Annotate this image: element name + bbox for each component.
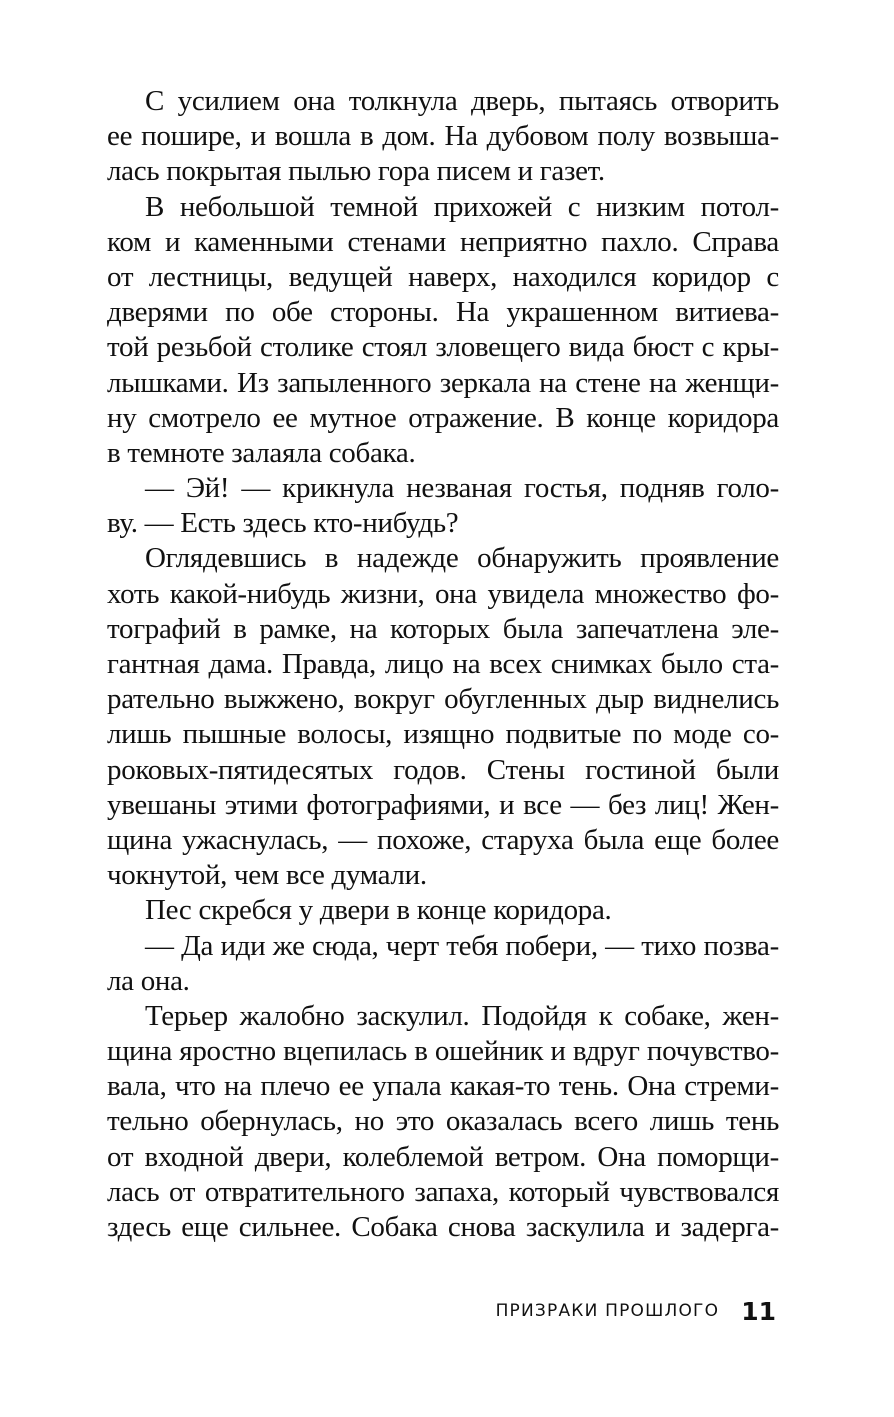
text-line: ком и каменными стенами неприятно пахло. Справа: [107, 225, 779, 258]
text-line: ее пошире, и вошла в дом. На дубовом полу возвыша-: [107, 120, 779, 153]
text-line: вала, что на плечо ее упала какая-то тень. Она стреми-: [107, 1070, 779, 1103]
text-line: Терьер жалобно заскулил. Подойдя к собаке, жен-: [145, 999, 779, 1032]
text-line: хоть какой-нибудь жизни, она увидела множество фо-: [107, 577, 779, 610]
text-line: рательно выжжено, вокруг обугленных дыр виднелись: [107, 683, 779, 716]
page-footer: [456, 1296, 776, 1326]
running-title: ПРИЗРАКИ ПРОШЛОГО: [495, 1301, 720, 1321]
text-line: гантная дама. Правда, лицо на всех снимках было ста-: [107, 648, 779, 680]
text-line: Оглядевшись в надежде обнаружить проявление: [145, 542, 779, 575]
text-line: — Да иди же сюда, черт тебя побери, — тихо позва-: [145, 929, 779, 962]
text-line: лишь пышные волосы, изящно подвитые по моде со-: [107, 718, 779, 751]
text-line: щина яростно вцепилась в ошейник и вдруг почувство-: [107, 1035, 779, 1068]
page-number: 11: [741, 1296, 776, 1326]
text-line: лышками. Из запыленного зеркала на стене на женщи-: [107, 366, 779, 399]
text-line: С усилием она толкнула дверь, пытаясь отворить: [145, 85, 779, 117]
text-line: той резьбой столике стоял зловещего вида бюст с кры-: [107, 331, 779, 364]
text-line: лась от отвратительного запаха, который чувствовался: [107, 1175, 779, 1208]
text-line: в темноте залаяла собака.: [107, 436, 416, 469]
text-line: увешаны этими фотографиями, и все — без лиц! Жен-: [107, 788, 779, 821]
text-line: ну смотрело ее мутное отражение. В конце коридора: [107, 401, 779, 434]
text-line: Пес скребся у двери в конце коридора.: [145, 894, 612, 927]
text-line: щина ужаснулась, — похоже, старуха была еще более: [107, 823, 779, 856]
text-line: чокнутой, чем все думали.: [107, 859, 427, 892]
text-line: тографий в рамке, на которых была запечатлена эле-: [107, 612, 779, 645]
text-line: ву. — Есть здесь кто-нибудь?: [107, 507, 459, 540]
text-line: дверями по обе стороны. На украшенном витиева-: [107, 296, 779, 329]
text-line: от лестницы, ведущей наверх, находился коридор с: [107, 260, 779, 293]
body-text: [107, 84, 779, 1245]
text-line: — Эй! — крикнула незваная гостья, подняв голо-: [145, 472, 779, 505]
text-line: роковых-пятидесятых годов. Стены гостиной были: [107, 753, 779, 786]
text-line: ла она.: [107, 964, 190, 997]
text-line: тельно обернулась, но это оказалась всего лишь тень: [107, 1105, 779, 1138]
text-line: здесь еще сильнее. Собака снова заскулила и задерга-: [107, 1211, 779, 1243]
text-line: В небольшой темной прихожей с низким потол-: [145, 190, 779, 223]
text-line: лась покрытая пылью гора писем и газет.: [107, 155, 605, 188]
text-line: от входной двери, колеблемой ветром. Она поморщи-: [107, 1140, 779, 1173]
